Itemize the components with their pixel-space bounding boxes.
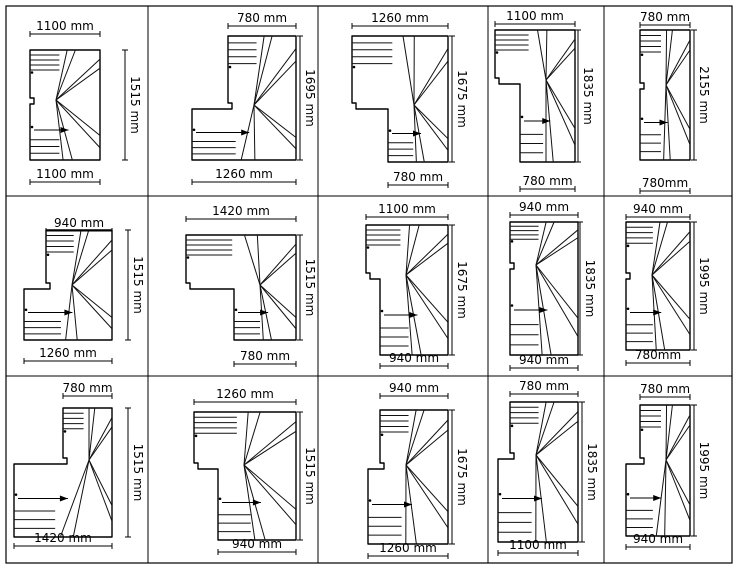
rail-post	[367, 246, 370, 249]
stair-outline	[194, 412, 296, 540]
stair-tread	[89, 460, 112, 506]
rail-post	[235, 308, 238, 311]
top-dimension-label: 1260 mm	[371, 11, 429, 25]
direction-arrow-head	[653, 310, 661, 316]
stair-cell	[186, 204, 317, 367]
rail-post	[511, 425, 514, 428]
side-dimension-label: 1515 mm	[131, 443, 145, 502]
stair-cell	[194, 387, 317, 555]
stair-tread	[414, 105, 448, 150]
stair-tread	[254, 105, 296, 149]
stair-tread	[546, 80, 575, 145]
rail-post	[219, 497, 222, 500]
stair-tread	[406, 465, 448, 512]
stair-tread	[666, 85, 690, 145]
bottom-dimension-label: 940 mm	[518, 353, 570, 367]
rail-post	[389, 129, 392, 132]
rail-post	[353, 66, 356, 69]
stair-tread	[72, 285, 112, 329]
top-dimension-label: 940 mm	[53, 216, 105, 230]
top-dimension-label: 1260 mm	[216, 387, 274, 401]
stair-cell	[352, 11, 469, 188]
top-dimension-label: 1100 mm	[378, 202, 436, 216]
rail-post	[31, 71, 34, 74]
stair-tread	[72, 285, 77, 340]
stair-cell	[192, 11, 317, 185]
stair-tread	[56, 59, 100, 100]
stair-tread	[254, 49, 296, 105]
stair-outline	[186, 235, 296, 340]
side-dimension-label: 1995 mm	[697, 257, 711, 315]
top-dimension-label: 780 mm	[518, 379, 570, 393]
stair-tread	[546, 80, 575, 128]
side-dimension-label: 1835 mm	[581, 67, 595, 125]
stair-cell	[510, 200, 597, 371]
stair-cell	[14, 381, 145, 549]
rail-post	[64, 430, 67, 433]
stair-tread	[536, 455, 578, 524]
stair-tread	[652, 222, 668, 275]
bottom-dimension-label: 1260 mm	[379, 541, 437, 555]
side-dimension-label: 1695 mm	[303, 69, 317, 127]
rail-post	[511, 240, 514, 243]
rail-post	[521, 116, 524, 119]
stair-tread	[652, 275, 690, 335]
top-dimension-label: 940 mm	[518, 200, 570, 214]
stair-tread	[666, 40, 690, 85]
stair-tread	[536, 230, 578, 265]
stair-tread	[244, 422, 296, 465]
stair-tread	[406, 234, 448, 275]
stair-tread	[72, 250, 112, 285]
grid-border	[6, 6, 732, 563]
rail-post	[381, 433, 384, 436]
stair-tread	[666, 415, 690, 460]
direction-arrow-head	[260, 310, 268, 316]
bottom-dimension-label: 1260 mm	[39, 346, 97, 360]
stair-tread	[406, 420, 448, 465]
stair-cells	[14, 9, 711, 559]
rail-post	[641, 428, 644, 431]
stair-tread	[254, 61, 296, 105]
side-dimension-label: 1835 mm	[585, 443, 599, 501]
bottom-dimension-label: 780 mm	[239, 349, 291, 363]
stair-tread	[254, 105, 296, 138]
stair-tread	[72, 230, 89, 285]
bottom-dimension-label: 940 mm	[632, 532, 684, 546]
rail-post	[31, 126, 34, 129]
stair-cell	[626, 382, 711, 550]
grid-lines	[6, 6, 732, 563]
stair-tread	[538, 30, 546, 80]
stair-tread	[666, 460, 690, 505]
stair-cell	[24, 216, 145, 364]
bottom-dimension-label: 1100 mm	[36, 167, 94, 181]
side-dimension-label: 1515 mm	[303, 258, 317, 317]
top-dimension-label: 1100 mm	[36, 19, 94, 33]
top-dimension-label: 780 mm	[62, 381, 113, 395]
rail-post	[627, 245, 630, 248]
side-dimension-label: 1515 mm	[128, 76, 142, 134]
side-dimension-label: 1835 mm	[583, 259, 597, 318]
top-dimension-label: 1420 mm	[212, 204, 270, 218]
direction-arrow-head	[60, 496, 68, 502]
side-dimension-label: 1515 mm	[303, 447, 317, 505]
rail-post	[627, 307, 630, 310]
bottom-dimension-label: 1100 mm	[509, 538, 567, 552]
bottom-dimension-label: 780 mm	[522, 174, 573, 188]
stair-cell	[495, 9, 595, 192]
stair-tread	[546, 30, 547, 80]
stair-tread	[260, 244, 296, 285]
stair-tread	[73, 460, 89, 537]
stair-outline	[626, 222, 690, 350]
rail-post	[627, 493, 630, 496]
direction-arrow-head	[253, 500, 261, 506]
stair-cell	[30, 19, 142, 185]
side-dimension-label: 2155 mm	[697, 66, 711, 124]
stair-tread	[403, 36, 414, 105]
top-dimension-label: 1100 mm	[506, 9, 564, 23]
stair-tread	[414, 49, 448, 105]
bottom-dimension-label: 1420 mm	[34, 531, 92, 545]
rail-post	[187, 256, 190, 259]
stair-cell	[366, 202, 469, 369]
stair-cell	[368, 381, 469, 559]
rail-post	[47, 253, 50, 256]
rail-post	[381, 310, 384, 313]
rail-post	[496, 51, 499, 54]
bottom-dimension-label: 940 mm	[231, 537, 283, 551]
stair-cell	[498, 379, 599, 556]
stair-cell	[626, 202, 711, 366]
stair-tread	[652, 241, 690, 275]
stair-outline	[640, 30, 690, 160]
stair-tread	[260, 285, 296, 329]
direction-arrow-head	[660, 120, 668, 126]
rail-post	[229, 66, 232, 69]
top-dimension-label: 940 mm	[632, 202, 684, 216]
bottom-dimension-label: 940 mm	[388, 351, 440, 365]
stair-tread	[546, 48, 575, 80]
rail-post	[369, 499, 372, 502]
stair-tread	[89, 460, 112, 521]
rail-post	[193, 128, 196, 131]
stair-cell	[640, 10, 711, 194]
stair-outline	[14, 408, 112, 537]
stair-tread	[260, 253, 296, 285]
side-dimension-label: 1675 mm	[455, 70, 469, 128]
rail-post	[25, 308, 28, 311]
stair-outline	[626, 405, 690, 536]
stair-tread	[244, 431, 296, 465]
side-dimension-label: 1995 mm	[697, 441, 711, 500]
side-dimension-label: 1675 mm	[455, 261, 469, 319]
stair-tread	[536, 455, 578, 506]
rail-post	[641, 117, 644, 120]
side-dimension-label: 1675 mm	[455, 448, 469, 506]
bottom-dimension-label: 780 mm	[392, 170, 444, 184]
top-dimension-label: 780 mm	[639, 10, 691, 24]
rail-post	[499, 493, 502, 496]
stair-tread	[406, 465, 448, 528]
side-dimension-label: 1515 mm	[131, 256, 145, 314]
bottom-dimension-label: 780mm	[641, 176, 689, 190]
bottom-dimension-label: 1260 mm	[215, 167, 273, 181]
stair-tread	[406, 430, 448, 465]
stair-tread	[666, 85, 690, 129]
top-dimension-label: 780 mm	[639, 382, 691, 396]
stair-tread	[666, 460, 690, 520]
stair-tread	[546, 39, 575, 80]
stair-tread	[89, 417, 112, 460]
top-dimension-label: 940 mm	[388, 381, 440, 395]
direction-arrow-head	[653, 495, 661, 501]
rail-post	[641, 53, 644, 56]
stair-tread	[72, 285, 112, 318]
rail-post	[511, 304, 514, 307]
stair-tread	[536, 412, 578, 455]
top-dimension-label: 780 mm	[236, 11, 288, 25]
rail-post	[15, 493, 18, 496]
bottom-dimension-label: 780mm	[634, 348, 682, 362]
stair-tread	[406, 243, 448, 275]
stair-tread	[414, 61, 448, 105]
stair-outline	[30, 50, 100, 160]
stair-tread	[254, 105, 255, 160]
stair-tread	[536, 421, 578, 455]
rail-post	[195, 435, 198, 438]
